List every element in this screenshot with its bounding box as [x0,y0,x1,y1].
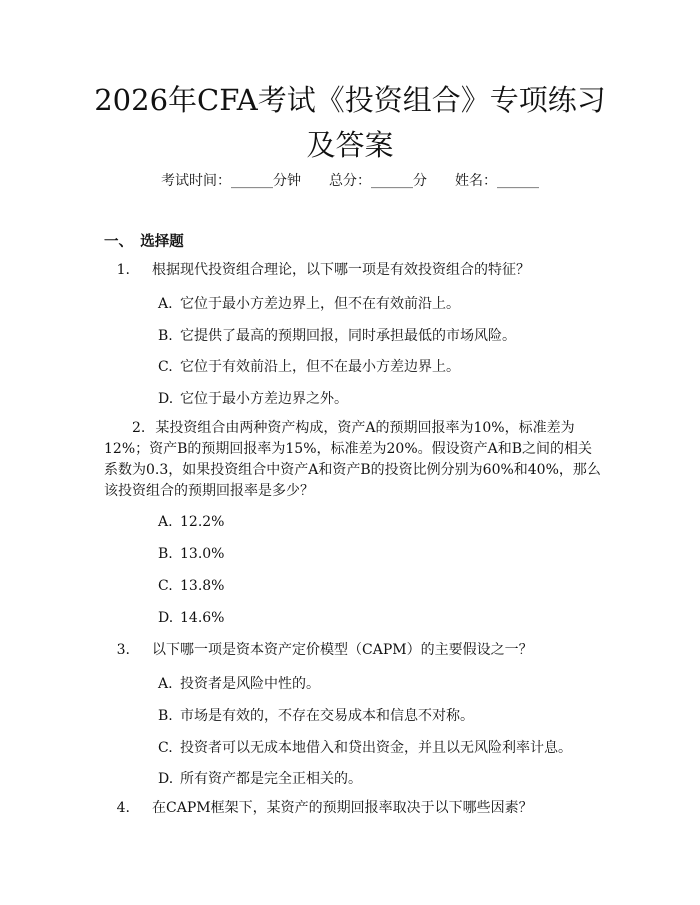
question-1 [104,260,604,281]
option-1a: A. 它位于最小方差边界上，但不在有效前沿上。 [158,296,460,312]
question-4 [104,798,604,819]
question-number: 1. [116,262,130,278]
question-text: 在CAPM框架下，某资产的预期回报率取决于以下哪些因素？ [152,800,533,816]
question-text: 根据现代投资组合理论，以下哪一项是有效投资组合的特征？ [152,262,530,278]
option-2d: D. 14.6% [158,610,225,626]
option-1c: C. 它位于有效前沿上，但不在最小方差边界上。 [158,359,460,375]
question-3 [104,640,604,661]
exam-info-line: 考试时间：______分钟 总分：______分 姓名：______ [161,173,539,189]
option-1d: D. 它位于最小方差边界之外。 [158,391,348,407]
option-2c: C. 13.8% [158,578,225,594]
option-3a: A. 投资者是风险中性的。 [158,676,320,692]
option-3c: C. 投资者可以无成本地借入和贷出资金，并且以无风险利率计息。 [158,740,572,756]
question-2 [104,418,601,502]
question-text: 以下哪一项是资本资产定价模型（CAPM）的主要假设之一？ [152,642,533,658]
option-3d: D. 所有资产都是完全正相关的。 [158,771,362,787]
question-number: 4. [116,800,130,816]
question-number: 3. [116,642,130,658]
question-number: 2. [132,420,146,436]
option-2b: B. 13.0% [158,546,225,562]
option-1b: B. 它提供了最高的预期回报，同时承担最低的市场风险。 [158,328,516,344]
option-3b: B. 市场是有效的，不存在交易成本和信息不对称。 [158,708,474,724]
document-title: 2026年CFA考试《投资组合》专项练习及答案 [94,83,606,162]
question-text: 某投资组合由两种资产构成，资产A的预期回报率为10%，标准差为12%；资产B的预期回报率为15%，标准差为20%。假设资产A和B之间的相关系数为0.3，如果投资组合中资产A和资产B的投资比例分别为60%和40%，那么该投资组合的预期回报率是多少？ [104,420,601,499]
section-heading: 一、 选择题 [104,233,184,250]
option-2a: A. 12.2% [158,514,225,530]
